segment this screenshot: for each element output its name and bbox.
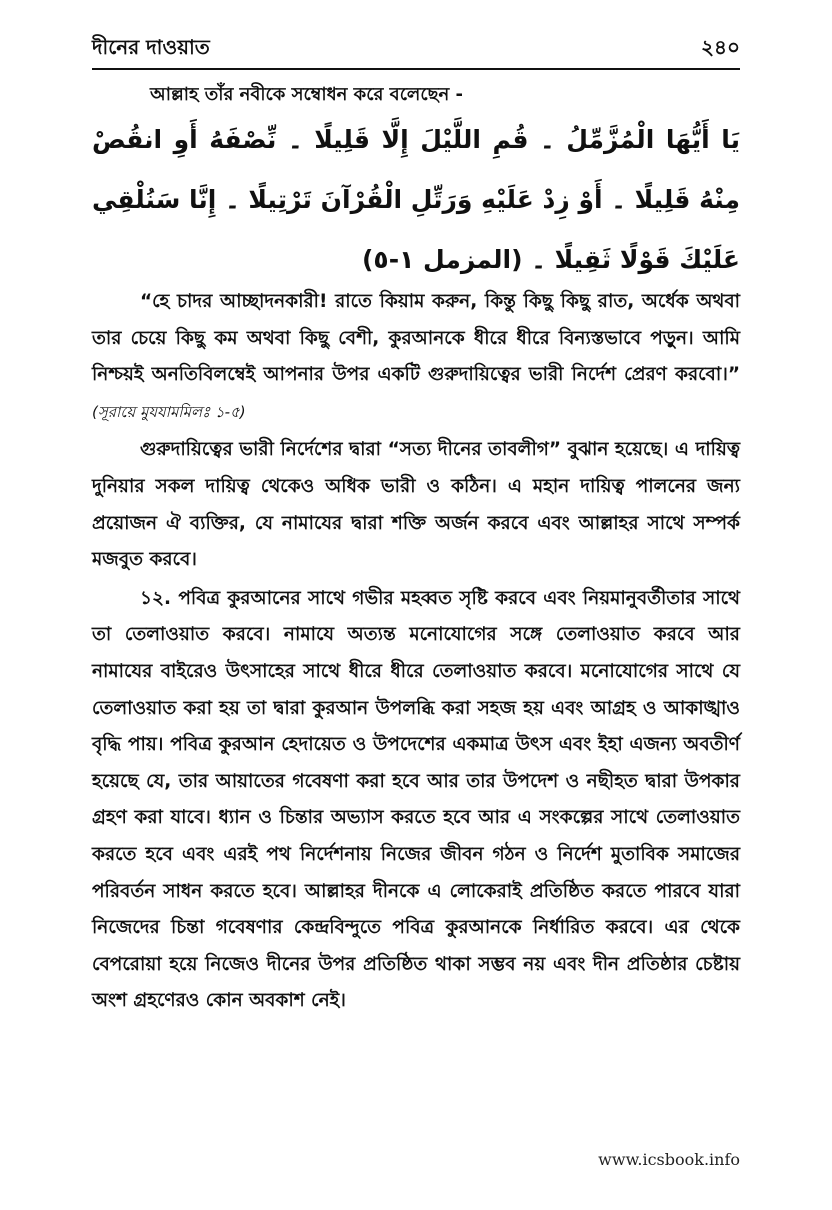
header-rule <box>92 68 740 70</box>
explanation-paragraph: গুরুদায়িত্বের ভারী নির্দেশের দ্বারা “সত্য দীনের তাবলীগ” বুঝান হয়েছে। এ দায়িত্ব দুনিয়ার সকল দায়িত্ব থেকেও অধিক ভারী ও কঠিন। এ মহান দায়িত্ব পালনের জন্য প্রয়োজন ঐ ব্যক্তির, যে নামাযের দ্বারা শক্তি অর্জন করবে এবং আল্লাহর সাথে সম্পর্ক মজবুত করবে। <box>92 439 740 571</box>
intro-line: আল্লাহ তাঁর নবীকে সম্বোধন করে বলেছেন - <box>150 84 463 105</box>
footer-url: www.icsbook.info <box>598 1150 740 1169</box>
point-12-paragraph: ১২. পবিত্র কুরআনের সাথে গভীর মহব্বত সৃষ্টি করবে এবং নিয়মানুবর্তীতার সাথে তা তেলাওয়াত করবে। নামাযে অত্যন্ত মনোযোগের সঙ্গে তেলাওয়াত করবে আর নামাযের বাইরেও উৎসাহের সাথে ধীরে ধীরে তেলাওয়াত করবে। মনোযোগের সাথে যে তেলাওয়াত করা হয় তা দ্বারা কুরআন উপলব্ধি করা সহজ হয় এবং আগ্রহ ও আকাঙ্খাও বৃদ্ধি পায়। পবিত্র কুরআন হেদায়েত ও উপদেশের একমাত্র উৎস এবং ইহা এজন্য অবতীর্ণ হয়েছে যে, তার আয়াতের গবেষণা করা হবে আর তার উপদেশ ও নছীহত দ্বারা উপকার গ্রহণ করা যাবে। ধ্যান ও চিন্তার অভ্যাস করতে হবে আর এ সংকল্পের সাথে তেলাওয়াত করতে হবে এবং এরই পথ নির্দেশনায় নিজের জীবন গঠন ও নির্দেশ মুতাবিক সমাজের পরিবর্তন সাধন করতে হবে। আল্লাহর দীনকে এ লোকেরাই প্রতিষ্ঠিত করতে পারবে যারা নিজেদের চিন্তা গবেষণার কেন্দ্রবিন্দুতে পবিত্র কুরআনকে নির্ধারিত করবে। এর থেকে বেপরোয়া হয়ে নিজেও দীনের উপর প্রতিষ্ঠিত থাকা সম্ভব নয় এবং দীন প্রতিষ্ঠার চেষ্টায় অংশ গ্রহণেরও কোন অবকাশ নেই। <box>92 587 740 1012</box>
arabic-quran-verse <box>92 110 740 290</box>
arabic-line-3: عَلَيْكَ قَوْلًا ثَقِيلًا ۔ (المزمل ١-٥) <box>361 245 740 274</box>
running-header <box>92 26 740 66</box>
running-title: দীনের দাওয়াত <box>92 35 210 59</box>
translation-text: “হে চাদর আচ্ছাদনকারী! রাতে কিয়াম করুন, কিন্তু কিছু কিছু রাত, অর্ধেক অথবা তার চেয়ে কিছু কম অথবা কিছু বেশী, কুরআনকে ধীরে ধীরে বিন্যস্তভাবে পড়ুন। আমি নিশ্চয়ই অনতিবিলম্বেই আপনার উপর একটি গুরুদায়িত্বের ভারী নির্দেশ প্রেরণ করবো।” <box>92 291 740 386</box>
body-text <box>92 284 740 1020</box>
translation-paragraph <box>92 284 740 430</box>
page-number: ২৪০ <box>701 35 740 59</box>
arabic-line-2: مِنْهُ قَلِيلًا ۔ أَوْ زِدْ عَلَيْهِ وَرَتِّلِ الْقُرْآنَ تَرْتِيلًا ۔ إِنَّا سَنُلْقِي <box>92 185 740 214</box>
surah-citation: (সূরায়ে মুযযামমিলঃ ১-৫) <box>92 402 246 421</box>
arabic-line-1: يَا أَيُّهَا الْمُزَّمِّلُ ۔ قُمِ اللَّيْلَ إِلَّا قَلِيلًا ۔ نِّصْفَهُ أَوِ انقُصْ <box>92 125 740 154</box>
